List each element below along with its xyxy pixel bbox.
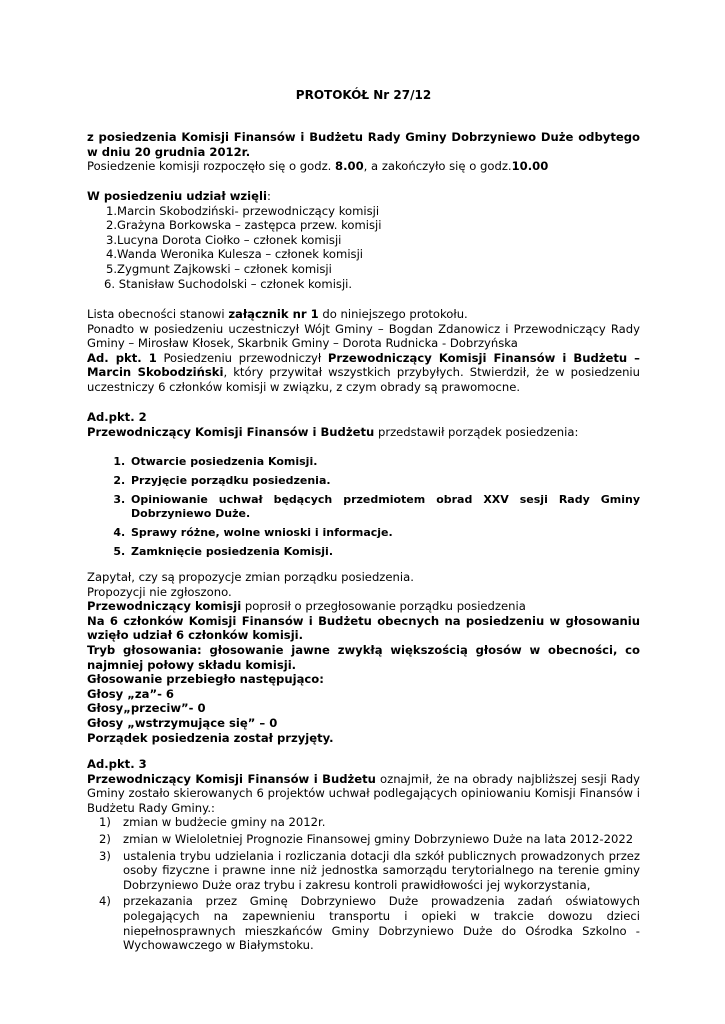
- list-item: 3.Lucyna Dorota Ciołko – członek komisji: [106, 232, 342, 247]
- votes-abstain: Głosy „wstrzymujące się” – 0: [87, 715, 278, 730]
- pkt2-section: [87, 410, 640, 439]
- vote-section: [87, 570, 640, 745]
- list-item: 3) ustalenia trybu udzielania i rozliczania dotacji dla szkół publicznych prowadzonych przez osoby fizyczne i prawne inne niż jednostka samorządu terytorialnego na terenie gminy Dobrzyniewo Duże oraz trybu i zakresu kontroli prawidłowości jej wykorzystania,: [99, 848, 640, 892]
- list-item: 1. Otwarcie posiedzenia Komisji.: [129, 455, 640, 469]
- list-item: 5. Zamknięcie posiedzenia Komisji.: [129, 545, 640, 559]
- pkt1-paragraph: Ad. pkt. 1 Posiedzeniu przewodniczył Przewodniczący Komisji Finansów i Budżetu –Marcin Skobodziński, który przywitał wszystkich przybyłych. Stwierdził, że w posiedzeniu uczestniczy 6 członków komisji w związku, z czym obrady są prawomocne.: [87, 350, 640, 394]
- list-item: 4) przekazania przez Gminę Dobrzyniewo Duże prowadzenia zadań oświatowych polegających na zapewnieniu transportu i opieki w trakcie dowozu dzieci niepełnosprawnych mieszkańców Gminy Dobrzyniewo Duże do Ośrodka Szkolno - Wychowawczego w Białymstoku.: [99, 894, 640, 953]
- presence-note: Lista obecności stanowi załącznik nr 1 do niniejszego protokołu.: [87, 307, 468, 321]
- list-item: 2) zmian w Wieloletniej Prognozie Finansowej gminy Dobrzyniewo Duże na lata 2012-2022: [99, 831, 634, 846]
- vote-heading: Głosowanie przebiegło następująco:: [87, 672, 324, 687]
- list-item: 4. Sprawy różne, wolne wnioski i informacje.: [129, 526, 640, 540]
- vote-request: Przewodniczący komisji poprosił o przegłosowanie porządku posiedzenia: [87, 599, 526, 614]
- attendance-heading: W posiedzeniu udział wzięli:: [87, 189, 271, 203]
- pkt2-label: Ad.pkt. 2: [87, 410, 147, 424]
- attendance-section: [87, 189, 640, 291]
- meeting-heading: z posiedzenia Komisji Finansów i Budżetu Rady Gminy Dobrzyniewo Duże odbytego w dniu 20 grudnia 2012r.: [87, 130, 640, 159]
- list-item: 2. Przyjęcie porządku posiedzenia.: [129, 474, 640, 488]
- question-text: Zapytał, czy są propozycje zmian porządku posiedzenia.: [87, 570, 414, 584]
- votes-for: Głosy „za”- 6: [87, 686, 175, 701]
- presence-section: [87, 307, 640, 395]
- agenda-list: [87, 455, 640, 559]
- list-item: 4.Wanda Weronika Kulesza – członek komisji: [106, 247, 364, 262]
- pkt3-intro: Przewodniczący Komisji Finansów i Budżetu oznajmił, że na obrady najbliższej sesji Rady Gminy zostało skierowanych 6 projektów uchwał podlegających opiniowaniu Komisji Finansów i Budżetu Rady Gminy.:: [87, 771, 640, 815]
- list-item: 6. Stanisław Suchodolski – członek komisji.: [104, 276, 353, 291]
- member-list: [87, 204, 640, 292]
- list-item: 1.Marcin Skobodziński- przewodniczący komisji: [106, 203, 380, 218]
- pkt3-label: Ad.pkt. 3: [87, 757, 147, 771]
- pkt3-section: [87, 757, 640, 955]
- page-title: PROTOKÓŁ Nr 27/12: [295, 88, 432, 102]
- vote-participation: Na 6 członków Komisji Finansów i Budżetu obecnych na posiedzeniu w głosowaniu wzięło udział 6 członków komisji.: [87, 613, 640, 643]
- votes-against: Głosy„przeciw”- 0: [87, 701, 206, 716]
- list-item: 2.Grażyna Borkowska – zastępca przew. komisji: [106, 218, 382, 233]
- pkt2-intro: Przewodniczący Komisji Finansów i Budżetu przedstawił porządek posiedzenia:: [87, 424, 579, 439]
- guests-note: Ponadto w posiedzeniu uczestniczył Wójt Gminy – Bogdan Zdanowicz i Przewodniczący Rady Gminy – Mirosław Kłosek, Skarbnik Gminy – Dorota Rudnicka - Dobrzyńska: [87, 321, 640, 351]
- list-item: 5.Zygmunt Zajkowski – członek komisji: [106, 261, 332, 276]
- list-item: 3. Opiniowanie uchwał będących przedmiotem obrad XXV sesji Rady Gminy Dobrzyniewo Duże.: [129, 493, 640, 521]
- vote-mode: Tryb głosowania: głosowanie jawne zwykłą większością głosów w obecności, co najmniej połowy składu komisji.: [87, 642, 640, 672]
- intro-section: [87, 130, 640, 174]
- agenda-list-wrap: [87, 455, 640, 564]
- meeting-time: Posiedzenie komisji rozpoczęło się o godz. 8.00, a zakończyło się o godz.10.00: [87, 159, 549, 174]
- resolution-list: [87, 815, 640, 952]
- list-item: 1) zmian w budżecie gminy na 2012r.: [99, 815, 326, 830]
- vote-result: Porządek posiedzenia został przyjęty.: [87, 730, 334, 745]
- question-result: Propozycji nie zgłoszono.: [87, 584, 232, 599]
